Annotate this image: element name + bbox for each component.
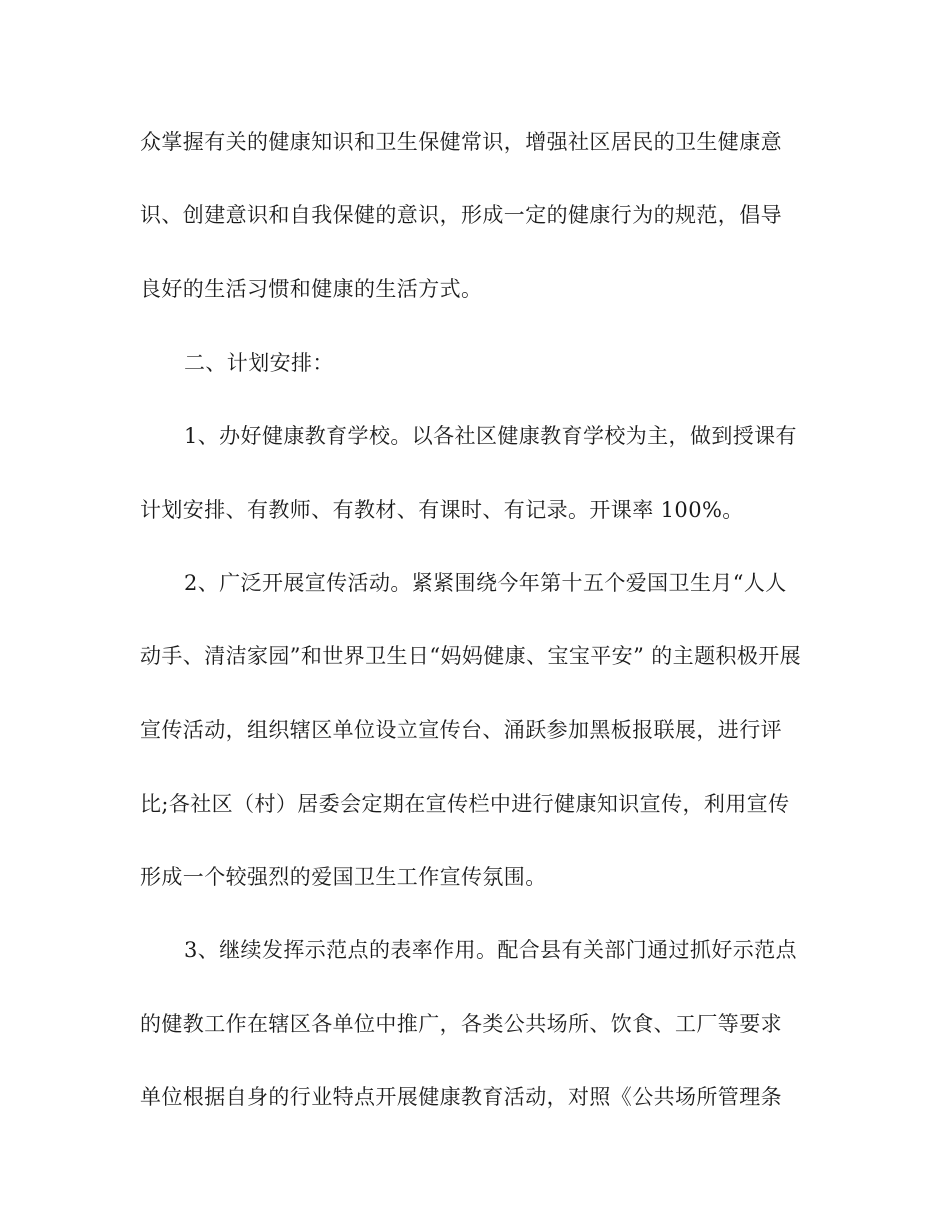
section-heading: 二、计划安排： [184, 351, 334, 375]
paragraph-line: 宣传活动，组织辖区单位设立宣传台、涌跃参加黑板报联展，进行评 [140, 718, 782, 742]
paragraph-line: 良好的生活习惯和健康的生活方式。 [140, 277, 483, 301]
paragraph-line: 众掌握有关的健康知识和卫生保健常识，增强社区居民的卫生健康意 [140, 130, 782, 154]
paragraph-line: 动手、清洁家园”和世界卫生日“妈妈健康、宝宝平安” 的主题积极开展 [140, 644, 802, 668]
paragraph-line: 形成一个较强烈的爱国卫生工作宣传氛围。 [140, 865, 547, 889]
paragraph-line: 单位根据自身的行业特点开展健康教育活动，对照《公共场所管理条 [140, 1085, 782, 1109]
paragraph-line: 的健教工作在辖区各单位中推广，各类公共场所、饮食、工厂等要求 [140, 1012, 782, 1036]
paragraph-line: 计划安排、有教师、有教材、有课时、有记录。开课率 100%。 [140, 498, 744, 522]
paragraph-line: 3、继续发挥示范点的表率作用。配合县有关部门通过抓好示范点 [184, 938, 797, 962]
paragraph-line: 1、办好健康教育学校。以各社区健康教育学校为主，做到授课有 [184, 424, 797, 448]
paragraph-line: 2、广泛开展宣传活动。紧紧围绕今年第十五个爱国卫生月“人人 [184, 571, 787, 595]
paragraph-line: 比;各社区（村）居委会定期在宣传栏中进行健康知识宣传，利用宣传 [140, 792, 790, 816]
paragraph-line: 识、创建意识和自我保健的意识，形成一定的健康行为的规范，倡导 [140, 203, 782, 227]
